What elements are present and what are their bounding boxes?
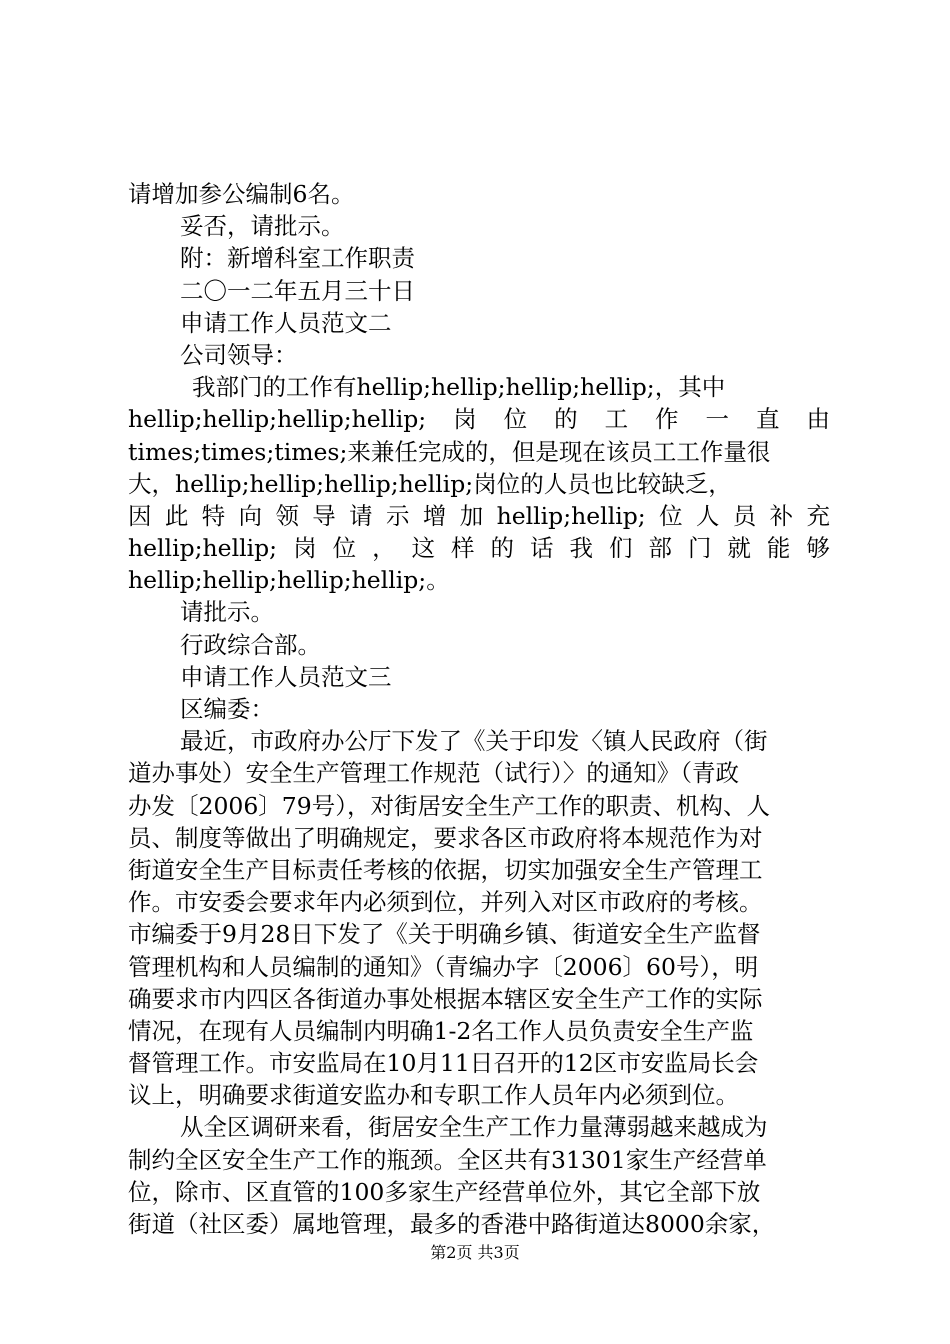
text-line: 请增加参公编制6名。 — [128, 180, 355, 208]
text-line: 大，hellip;hellip;hellip;hellip;岗位的人员也比较缺乏， — [128, 469, 732, 498]
text-line: 附：新增科室工作职责 — [180, 244, 415, 273]
text-line-justified: hellip;hellip; 岗 位 ， 这 样 的 话 我 们 部 门 就 能 够 — [128, 534, 830, 563]
text-line: 我部门的工作有hellip;hellip;hellip;hellip;，其中 — [192, 373, 726, 402]
text-line: 妥否，请批示。 — [180, 212, 345, 241]
text-line: 督管理工作。市安监局在10月11日召开的12区市安监局长会 — [128, 1049, 759, 1078]
text-line: 街道（社区委）属地管理，最多的香港中路街道达8000余家， — [128, 1210, 776, 1238]
text-line: 作。市安委会要求年内必须到位，并列入对区市政府的考核。 — [128, 888, 763, 917]
salutation: 公司领导： — [180, 340, 298, 369]
page-footer: 第2页 共3页 — [430, 1243, 520, 1262]
text-line-justified: 因 此 特 向 领 导 请 示 增 加 hellip;hellip; 位 人 员 补 充 — [128, 501, 830, 530]
text-line: 道办事处）安全生产管理工作规范（试行）〉的通知》（青政 — [128, 759, 739, 788]
salutation: 区编委： — [180, 695, 274, 723]
text-line: 办发〔2006〕79号），对街居安全生产工作的职责、机构、人 — [128, 791, 770, 820]
document-body — [128, 178, 830, 1240]
text-line: 市编委于9月28日下发了《关于明确乡镇、街道安全生产监督 — [128, 920, 761, 949]
text-line: 制约全区安全生产工作的瓶颈。全区共有31301家生产经营单 — [128, 1145, 767, 1174]
text-line: 请批示。 — [180, 598, 274, 627]
text-line: 议上，明确要求街道安监办和专职工作人员年内必须到位。 — [128, 1081, 739, 1110]
signature: 行政综合部。 — [180, 630, 321, 659]
section-heading: 申请工作人员范文二 — [180, 308, 392, 337]
text-line: 确要求市内四区各街道办事处根据本辖区安全生产工作的实际 — [128, 984, 763, 1013]
text-line: times;times;times;来兼任完成的，但是现在该员工工作量很 — [128, 437, 771, 466]
text-line: 二〇一二年五月三十日 — [180, 276, 415, 305]
section-heading: 申请工作人员范文三 — [180, 662, 392, 691]
text-line: 位，除市、区直管的100多家生产经营单位外，其它全部下放 — [128, 1177, 761, 1206]
text-line: 从全区调研来看，街居安全生产工作力量薄弱越来越成为 — [180, 1113, 768, 1142]
text-line: 最近，市政府办公厅下发了《关于印发〈镇人民政府（街 — [180, 727, 768, 756]
text-line: 情况，在现有人员编制内明确1-2名工作人员负责安全生产监 — [128, 1016, 754, 1045]
text-line: 管理机构和人员编制的通知》（青编办字〔2006〕60号），明 — [128, 952, 759, 981]
text-line: 员、制度等做出了明确规定，要求各区市政府将本规范作为对 — [128, 823, 763, 852]
text-line-justified: hellip;hellip;hellip;hellip; 岗 位 的 工 作 一 直 由 — [128, 405, 830, 434]
text-line: hellip;hellip;hellip;hellip;。 — [128, 566, 450, 595]
text-line: 街道安全生产目标责任考核的依据，切实加强安全生产管理工 — [128, 855, 763, 884]
